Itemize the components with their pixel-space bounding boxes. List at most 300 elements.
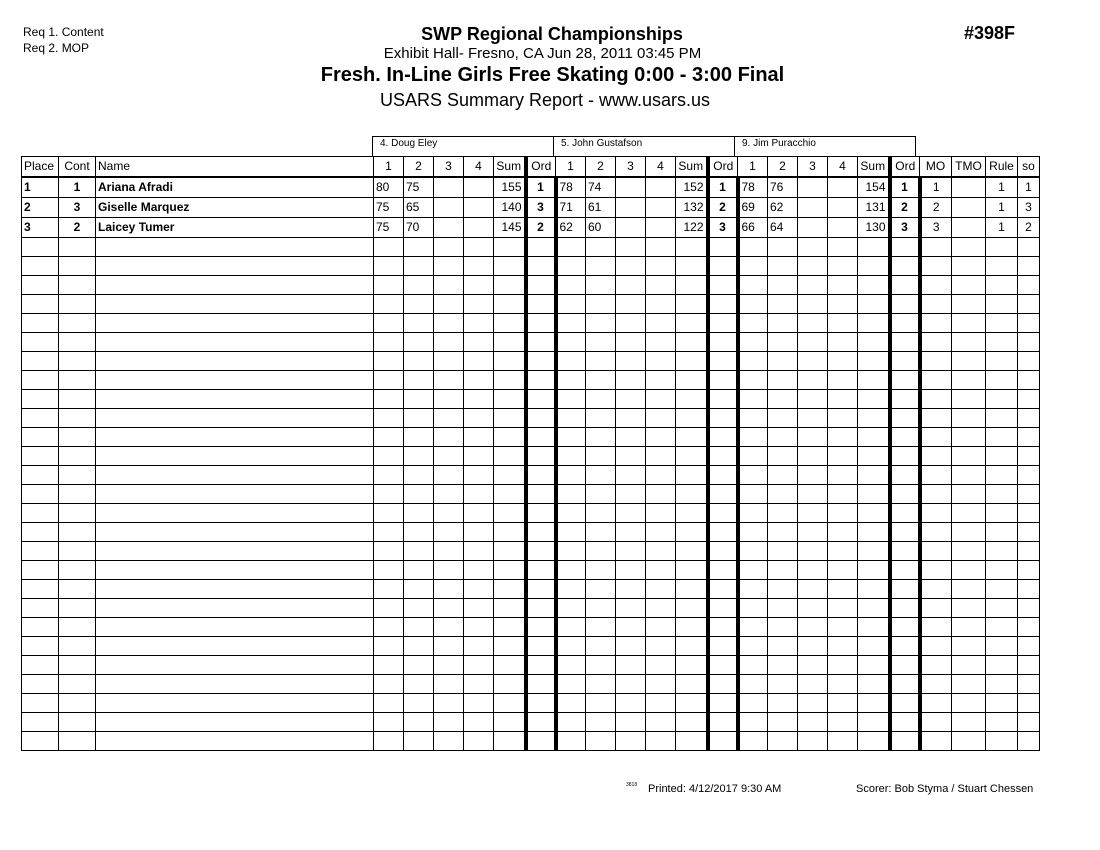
judge1-score4 — [464, 485, 494, 504]
place-cell — [22, 352, 59, 371]
judge1-score3 — [434, 580, 464, 599]
so-cell: 1 — [1018, 177, 1040, 198]
judge1-score3 — [434, 732, 464, 751]
col-judge1-s3: 3 — [434, 157, 464, 178]
tmo-cell — [952, 713, 986, 732]
mo-cell — [920, 523, 952, 542]
judge2-score4 — [646, 238, 676, 257]
judge3-score3 — [798, 504, 828, 523]
rule-cell — [986, 542, 1018, 561]
judge2-score1 — [556, 276, 586, 295]
tmo-cell — [952, 314, 986, 333]
so-cell: 3 — [1018, 198, 1040, 218]
judge3-ordinal — [890, 637, 920, 656]
judge3-ordinal — [890, 466, 920, 485]
rule-cell — [986, 390, 1018, 409]
mo-cell — [920, 314, 952, 333]
judge3-score3 — [798, 485, 828, 504]
cont-cell — [59, 238, 96, 257]
judge3-score3 — [798, 732, 828, 751]
skater-name — [96, 694, 374, 713]
rule-cell — [986, 732, 1018, 751]
place-cell — [22, 390, 59, 409]
skater-name — [96, 333, 374, 352]
judge3-score1 — [738, 599, 768, 618]
skater-name — [96, 618, 374, 637]
judge2-score3 — [616, 177, 646, 198]
cont-cell — [59, 580, 96, 599]
judge3-sum — [858, 618, 890, 637]
judge2-score3 — [616, 333, 646, 352]
judge3-score1: 66 — [738, 218, 768, 238]
judge2-ordinal — [708, 352, 738, 371]
rule-cell — [986, 561, 1018, 580]
rule-cell: 1 — [986, 198, 1018, 218]
judge-header-3: 9. Jim Puracchio — [734, 136, 916, 156]
judge3-ordinal: 1 — [890, 177, 920, 198]
judge2-sum — [676, 333, 708, 352]
rule-cell — [986, 713, 1018, 732]
table-row — [22, 504, 1040, 523]
judge2-score3 — [616, 466, 646, 485]
place-cell — [22, 333, 59, 352]
judge1-score1 — [374, 694, 404, 713]
judge2-score3 — [616, 276, 646, 295]
judge1-score2 — [404, 637, 434, 656]
judge3-ordinal — [890, 542, 920, 561]
judge3-score4 — [828, 314, 858, 333]
place-cell — [22, 523, 59, 542]
judge3-score3 — [798, 295, 828, 314]
judge3-score2 — [768, 675, 798, 694]
judge2-score4 — [646, 504, 676, 523]
judge1-score1 — [374, 238, 404, 257]
judge3-score1 — [738, 561, 768, 580]
judge1-score2 — [404, 295, 434, 314]
judge1-sum — [494, 409, 526, 428]
judge2-score3 — [616, 732, 646, 751]
place-cell: 1 — [22, 177, 59, 198]
results-table — [21, 156, 1040, 751]
judge2-ordinal — [708, 694, 738, 713]
judge2-score1 — [556, 675, 586, 694]
so-cell — [1018, 257, 1040, 276]
judge3-score3 — [798, 428, 828, 447]
judge2-ordinal — [708, 523, 738, 542]
judge3-score2 — [768, 732, 798, 751]
judge1-score2 — [404, 409, 434, 428]
judge2-sum — [676, 542, 708, 561]
judge2-score1 — [556, 694, 586, 713]
judge-header-2: 5. John Gustafson — [553, 136, 735, 156]
judge1-ordinal — [526, 637, 556, 656]
judge3-score3 — [798, 218, 828, 238]
judge2-ordinal — [708, 409, 738, 428]
judge2-score2 — [586, 295, 616, 314]
col-name: Name — [96, 157, 374, 178]
table-row — [22, 314, 1040, 333]
judge1-sum — [494, 580, 526, 599]
tmo-cell — [952, 637, 986, 656]
judge2-score2 — [586, 732, 616, 751]
skater-name — [96, 409, 374, 428]
judge3-ordinal — [890, 390, 920, 409]
judge2-score3 — [616, 523, 646, 542]
judge1-score1 — [374, 333, 404, 352]
mo-cell — [920, 675, 952, 694]
judge2-score4 — [646, 713, 676, 732]
judge3-ordinal — [890, 295, 920, 314]
table-row — [22, 675, 1040, 694]
place-cell — [22, 409, 59, 428]
cont-cell — [59, 295, 96, 314]
judge2-score3 — [616, 580, 646, 599]
judge3-score1 — [738, 713, 768, 732]
judge3-ordinal: 3 — [890, 218, 920, 238]
mo-cell — [920, 466, 952, 485]
judge2-score3 — [616, 198, 646, 218]
so-cell — [1018, 523, 1040, 542]
judge2-sum — [676, 390, 708, 409]
judge2-ordinal — [708, 637, 738, 656]
judge3-score4 — [828, 333, 858, 352]
judge1-score4 — [464, 218, 494, 238]
tmo-cell — [952, 333, 986, 352]
judge1-score4 — [464, 295, 494, 314]
judge2-ordinal — [708, 238, 738, 257]
judge1-score1 — [374, 447, 404, 466]
judge3-ordinal — [890, 580, 920, 599]
judge2-score1 — [556, 371, 586, 390]
judge1-ordinal — [526, 561, 556, 580]
skater-name — [96, 675, 374, 694]
judge2-score3 — [616, 694, 646, 713]
judge2-score2 — [586, 428, 616, 447]
judge2-ordinal — [708, 485, 738, 504]
judge2-score2 — [586, 637, 616, 656]
tmo-cell — [952, 485, 986, 504]
judge3-score1 — [738, 542, 768, 561]
judge3-score4 — [828, 561, 858, 580]
table-row — [22, 218, 1040, 238]
table-row — [22, 466, 1040, 485]
judge1-score4 — [464, 618, 494, 637]
judge1-score1 — [374, 466, 404, 485]
table-row — [22, 656, 1040, 675]
judge2-score1 — [556, 295, 586, 314]
judge3-sum — [858, 675, 890, 694]
judge3-sum — [858, 276, 890, 295]
judge1-score3 — [434, 428, 464, 447]
place-cell — [22, 694, 59, 713]
judge2-score4 — [646, 428, 676, 447]
cont-cell: 2 — [59, 218, 96, 238]
judge1-ordinal: 1 — [526, 177, 556, 198]
scorer-names: Scorer: Bob Styma / Stuart Chessen — [856, 783, 1034, 795]
mo-cell — [920, 542, 952, 561]
col-judge1-ord: Ord — [526, 157, 556, 178]
judge3-score4 — [828, 466, 858, 485]
so-cell — [1018, 466, 1040, 485]
judge1-score4 — [464, 694, 494, 713]
rule-cell — [986, 314, 1018, 333]
judge3-ordinal — [890, 314, 920, 333]
judge2-sum — [676, 257, 708, 276]
judge2-ordinal — [708, 257, 738, 276]
judge3-score2 — [768, 694, 798, 713]
so-cell — [1018, 732, 1040, 751]
table-row — [22, 276, 1040, 295]
judge1-score1 — [374, 637, 404, 656]
judge3-score1 — [738, 580, 768, 599]
judge3-ordinal — [890, 504, 920, 523]
judge2-score4 — [646, 656, 676, 675]
judge3-sum — [858, 713, 890, 732]
cont-cell — [59, 466, 96, 485]
judge3-score3 — [798, 238, 828, 257]
judge2-score4 — [646, 466, 676, 485]
judge1-score4 — [464, 276, 494, 295]
judge3-ordinal — [890, 428, 920, 447]
judge2-score2 — [586, 542, 616, 561]
table-row — [22, 694, 1040, 713]
judge3-score1 — [738, 485, 768, 504]
cont-cell — [59, 333, 96, 352]
judge2-ordinal — [708, 390, 738, 409]
judge2-score1 — [556, 485, 586, 504]
so-cell: 2 — [1018, 218, 1040, 238]
col-judge1-s4: 4 — [464, 157, 494, 178]
col-judge2-s2: 2 — [586, 157, 616, 178]
cont-cell — [59, 409, 96, 428]
judge2-sum — [676, 618, 708, 637]
judge1-score1 — [374, 732, 404, 751]
rule-cell — [986, 257, 1018, 276]
judge1-score1 — [374, 504, 404, 523]
judge1-score4 — [464, 198, 494, 218]
judge3-sum — [858, 371, 890, 390]
judge1-score1 — [374, 390, 404, 409]
judge3-score4 — [828, 371, 858, 390]
judge3-score3 — [798, 276, 828, 295]
tmo-cell — [952, 675, 986, 694]
judge2-score2 — [586, 409, 616, 428]
judge1-score1 — [374, 257, 404, 276]
rule-cell — [986, 409, 1018, 428]
tmo-cell — [952, 618, 986, 637]
table-row — [22, 238, 1040, 257]
place-cell — [22, 276, 59, 295]
judge2-sum — [676, 694, 708, 713]
place-cell — [22, 428, 59, 447]
judge2-score2 — [586, 485, 616, 504]
skater-name — [96, 580, 374, 599]
event-title: Fresh. In-Line Girls Free Skating 0:00 - 3:00 Final — [320, 64, 785, 86]
tmo-cell — [952, 238, 986, 257]
judge2-score2: 60 — [586, 218, 616, 238]
judge1-score2 — [404, 580, 434, 599]
judge3-sum — [858, 504, 890, 523]
judge3-score3 — [798, 523, 828, 542]
judge3-score2 — [768, 504, 798, 523]
judge2-score3 — [616, 675, 646, 694]
tmo-cell — [952, 732, 986, 751]
tmo-cell — [952, 523, 986, 542]
table-row — [22, 713, 1040, 732]
judge2-score2 — [586, 447, 616, 466]
judge2-ordinal — [708, 447, 738, 466]
so-cell — [1018, 295, 1040, 314]
judge2-sum: 132 — [676, 198, 708, 218]
judge2-sum: 122 — [676, 218, 708, 238]
judge1-sum — [494, 599, 526, 618]
tmo-cell — [952, 599, 986, 618]
table-row — [22, 485, 1040, 504]
judge2-score4 — [646, 371, 676, 390]
mo-cell — [920, 238, 952, 257]
mo-cell — [920, 694, 952, 713]
skater-name — [96, 238, 374, 257]
skater-name — [96, 599, 374, 618]
judge1-ordinal — [526, 504, 556, 523]
judge1-score3 — [434, 447, 464, 466]
judge2-score1 — [556, 656, 586, 675]
judge3-score3 — [798, 198, 828, 218]
judge2-score1 — [556, 504, 586, 523]
judge2-score4 — [646, 694, 676, 713]
rule-cell — [986, 466, 1018, 485]
table-row — [22, 177, 1040, 198]
judge3-sum — [858, 656, 890, 675]
judge1-sum — [494, 333, 526, 352]
so-cell — [1018, 561, 1040, 580]
judge1-score3 — [434, 637, 464, 656]
judge3-sum — [858, 637, 890, 656]
judge2-sum — [676, 276, 708, 295]
judge2-ordinal — [708, 732, 738, 751]
judge2-score4 — [646, 333, 676, 352]
mo-cell — [920, 580, 952, 599]
judge3-score2 — [768, 276, 798, 295]
judge1-score2 — [404, 561, 434, 580]
judge2-score1 — [556, 390, 586, 409]
judge3-score2 — [768, 561, 798, 580]
judge3-score4 — [828, 504, 858, 523]
judge3-score3 — [798, 466, 828, 485]
table-row — [22, 447, 1040, 466]
judge1-score4 — [464, 523, 494, 542]
cont-cell — [59, 314, 96, 333]
judge3-ordinal — [890, 675, 920, 694]
judge1-score4 — [464, 428, 494, 447]
judge3-score1 — [738, 409, 768, 428]
judge2-ordinal — [708, 371, 738, 390]
judge3-sum — [858, 257, 890, 276]
judge3-score3 — [798, 637, 828, 656]
cont-cell — [59, 656, 96, 675]
judge1-score2 — [404, 276, 434, 295]
tmo-cell — [952, 504, 986, 523]
mo-cell: 2 — [920, 198, 952, 218]
judge1-score2 — [404, 504, 434, 523]
judge3-score1 — [738, 504, 768, 523]
judge1-score2 — [404, 713, 434, 732]
judge3-score3 — [798, 656, 828, 675]
judge1-score2: 75 — [404, 177, 434, 198]
judge3-score2 — [768, 656, 798, 675]
judge1-score4 — [464, 637, 494, 656]
so-cell — [1018, 675, 1040, 694]
table-row — [22, 618, 1040, 637]
place-cell — [22, 371, 59, 390]
mo-cell — [920, 390, 952, 409]
judge1-ordinal — [526, 333, 556, 352]
rule-cell — [986, 637, 1018, 656]
judge1-score4 — [464, 333, 494, 352]
judge3-score3 — [798, 257, 828, 276]
judge3-score2 — [768, 238, 798, 257]
judge3-ordinal — [890, 409, 920, 428]
mo-cell: 1 — [920, 177, 952, 198]
rule-cell — [986, 428, 1018, 447]
table-row — [22, 257, 1040, 276]
judge3-score2 — [768, 447, 798, 466]
judge2-score2 — [586, 314, 616, 333]
judge3-score1 — [738, 466, 768, 485]
judge3-ordinal — [890, 447, 920, 466]
judge2-score3 — [616, 713, 646, 732]
judge3-score1 — [738, 333, 768, 352]
judge1-ordinal — [526, 466, 556, 485]
judge1-score1 — [374, 352, 404, 371]
mo-cell — [920, 428, 952, 447]
so-cell — [1018, 333, 1040, 352]
judge3-score2 — [768, 257, 798, 276]
footer-code: 3818 — [626, 782, 638, 788]
judge3-ordinal — [890, 599, 920, 618]
judge2-score4 — [646, 637, 676, 656]
judge1-score2 — [404, 238, 434, 257]
judge2-sum — [676, 561, 708, 580]
judge3-score1 — [738, 257, 768, 276]
mo-cell — [920, 656, 952, 675]
judge3-score2 — [768, 352, 798, 371]
tmo-cell — [952, 580, 986, 599]
tmo-cell — [952, 295, 986, 314]
judge2-score3 — [616, 542, 646, 561]
judge1-ordinal — [526, 276, 556, 295]
judge2-ordinal — [708, 504, 738, 523]
judge2-score4 — [646, 580, 676, 599]
judge1-score3 — [434, 276, 464, 295]
tmo-cell — [952, 447, 986, 466]
judge3-score4 — [828, 599, 858, 618]
place-cell — [22, 561, 59, 580]
judge2-score2 — [586, 238, 616, 257]
judge2-ordinal — [708, 333, 738, 352]
table-row — [22, 599, 1040, 618]
table-row — [22, 580, 1040, 599]
judge3-score1 — [738, 656, 768, 675]
place-cell — [22, 314, 59, 333]
judge3-score4 — [828, 542, 858, 561]
judge3-score4 — [828, 485, 858, 504]
skater-name — [96, 371, 374, 390]
judge1-sum — [494, 276, 526, 295]
judge3-score3 — [798, 177, 828, 198]
judge3-score4 — [828, 276, 858, 295]
judge3-sum — [858, 523, 890, 542]
